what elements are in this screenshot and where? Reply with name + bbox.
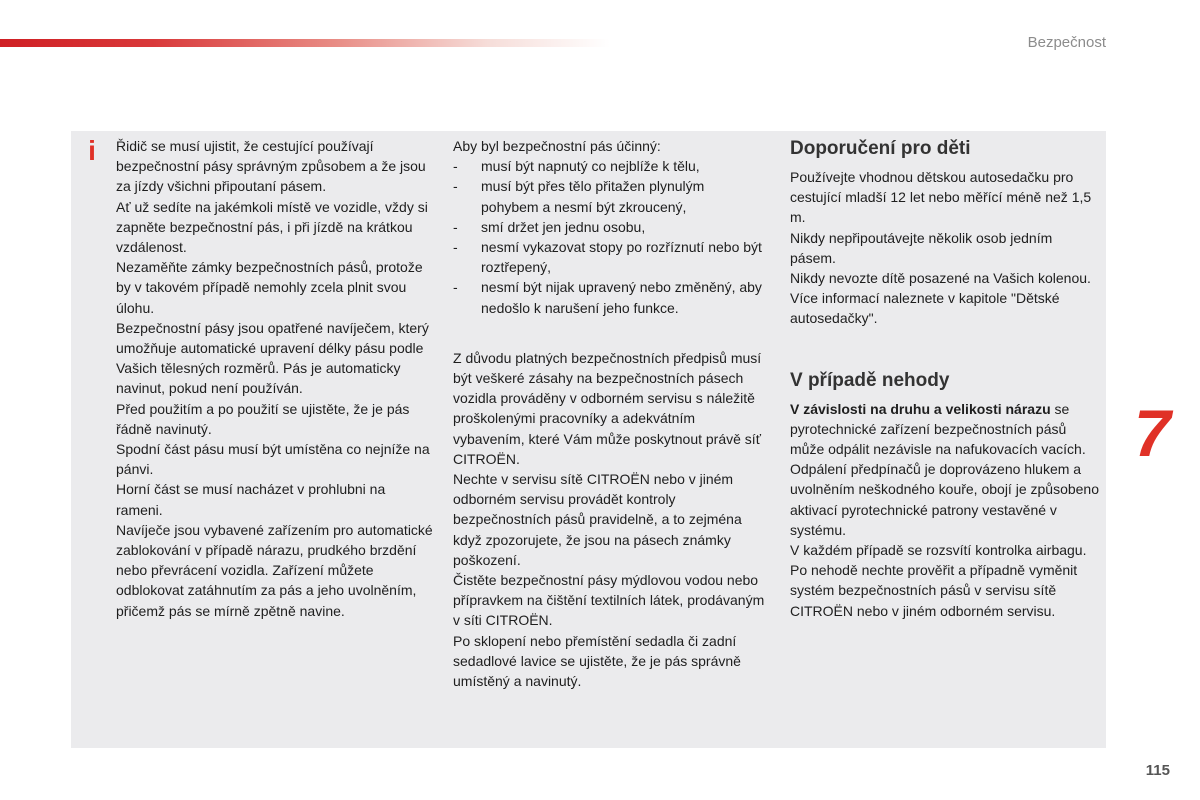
list-item: - nesmí být nijak upravený nebo změněný, aby nedošlo k narušení jeho funkce.: [453, 277, 765, 317]
paragraph: V každém případě se rozsvítí kontrolka airbagu.: [790, 542, 1087, 559]
paragraph: Ať už sedíte na jakémkoli místě ve vozidle, vždy si zapněte bezpečnostní pás, i při jízdě na krátkou vzdálenost.: [116, 198, 428, 256]
list-item: - musí být přes tělo přitažen plynulým pohybem a nesmí být zkroucený,: [453, 176, 765, 216]
page-number: 115: [1145, 762, 1170, 779]
lead-rest: se pyrotechnické zařízení bezpečnostních pásů může odpálit nezávisle na nafukovacích vacích. Odpálení předpínačů je doprovázeno hlukem a uvolněním neškodného kouře, obojí je způsobeno aktivací pyrotechnické patrony vestavěné v systému.: [790, 400, 1099, 538]
list-item: - smí držet jen jednu osobu,: [453, 217, 765, 237]
chapter-number: 7: [1134, 396, 1171, 470]
paragraph: Nechte v servisu sítě CITROËN nebo v jiném odborném servisu provádět kontroly bezpečnostních pásů pravidelně, a to zejména když zpozorujete, že jsou na pásech známky poškození.: [453, 471, 742, 568]
list-item: - musí být napnutý co nejblíže k tělu,: [453, 156, 765, 176]
column-children-accident: [790, 136, 1102, 621]
bold-lead: V závislosti na druhu a velikosti nárazu: [790, 400, 1051, 417]
requirements-list: [453, 156, 765, 318]
paragraph: Nezaměňte zámky bezpečnostních pásů, protože by v takovém případě nemohly zcela plnit svou úlohu.: [116, 259, 423, 316]
paragraph: Bezpečnostní pásy jsou opatřené navíječem, který umožňuje automatické upravení délky pásu podle Vašich tělesných rozměrů. Pás je automaticky navinut, pokud není používán.: [116, 319, 429, 397]
paragraph: Spodní část pásu musí být umístěna co nejníže na pánvi.: [116, 441, 430, 478]
paragraph: Používejte vhodnou dětskou autosedačku pro cestující mladší 12 let nebo měřící méně než 1,5 m.: [790, 169, 1092, 226]
paragraph: Po nehodě nechte prověřit a případně vyměnit systém bezpečnostních pásů v servisu sítě CITROËN nebo v jiném odborném servisu.: [790, 562, 1078, 619]
paragraph: Řidič se musí ujistit, že cestující používají bezpečnostní pásy správným způsobem a že jsou za jízdy všichni připoutaní pásem.: [116, 138, 426, 195]
paragraph-accident-lead: [790, 399, 1102, 540]
heading-accident: V případě nehody: [790, 369, 950, 391]
spacer: [453, 318, 765, 348]
header-accent-bar: [0, 39, 610, 47]
column-safety-info: [116, 136, 434, 621]
paragraph: Z důvodu platných bezpečnostních předpisů musí být veškeré zásahy na bezpečnostních pásech vozidla prováděny v odborném servisu s náležitě proškolenými pracovníky a adekvátním vybavením, které Vám může poskytnout právě síť CITROËN.: [453, 349, 762, 467]
paragraph: Po sklopení nebo přemístění sedadla či zadní sedadlové lavice se ujistěte, že je pás správně umístěný a navinutý.: [453, 632, 741, 690]
info-icon: i: [88, 135, 96, 166]
paragraph: Navíječe jsou vybavené zařízením pro automatické zablokování v případě nárazu, prudkého brzdění nebo převrácení vozidla. Zařízení můžete odblokovat zatáhnutím za pás a jeho uvolněním, přičemž pás se mírně zpětně navine.: [116, 521, 433, 619]
list-item: - nesmí vykazovat stopy po rozříznutí nebo být roztřepený,: [453, 237, 765, 277]
column-belt-effectiveness: [453, 136, 765, 691]
paragraph: Před použitím a po použití se ujistěte, že je pás řádně navinutý.: [116, 400, 410, 437]
paragraph: Čistěte bezpečnostní pásy mýdlovou vodou nebo přípravkem na čištění textilních látek, prodávaným v síti CITROËN.: [453, 572, 765, 629]
paragraph: Nikdy nepřipoutávejte několik osob jedním pásem.: [790, 229, 1053, 266]
list-intro: Aby byl bezpečnostní pás účinný:: [453, 138, 661, 154]
section-title: Bezpečnost: [1027, 34, 1106, 51]
paragraph: Horní část se musí nacházet v prohlubni na rameni.: [116, 481, 386, 518]
paragraph: Nikdy nevozte dítě posazené na Vašich kolenou.: [790, 270, 1091, 287]
heading-children: Doporučení pro děti: [790, 138, 971, 159]
paragraph: Více informací naleznete v kapitole "Dětské autosedačky".: [790, 290, 1060, 327]
